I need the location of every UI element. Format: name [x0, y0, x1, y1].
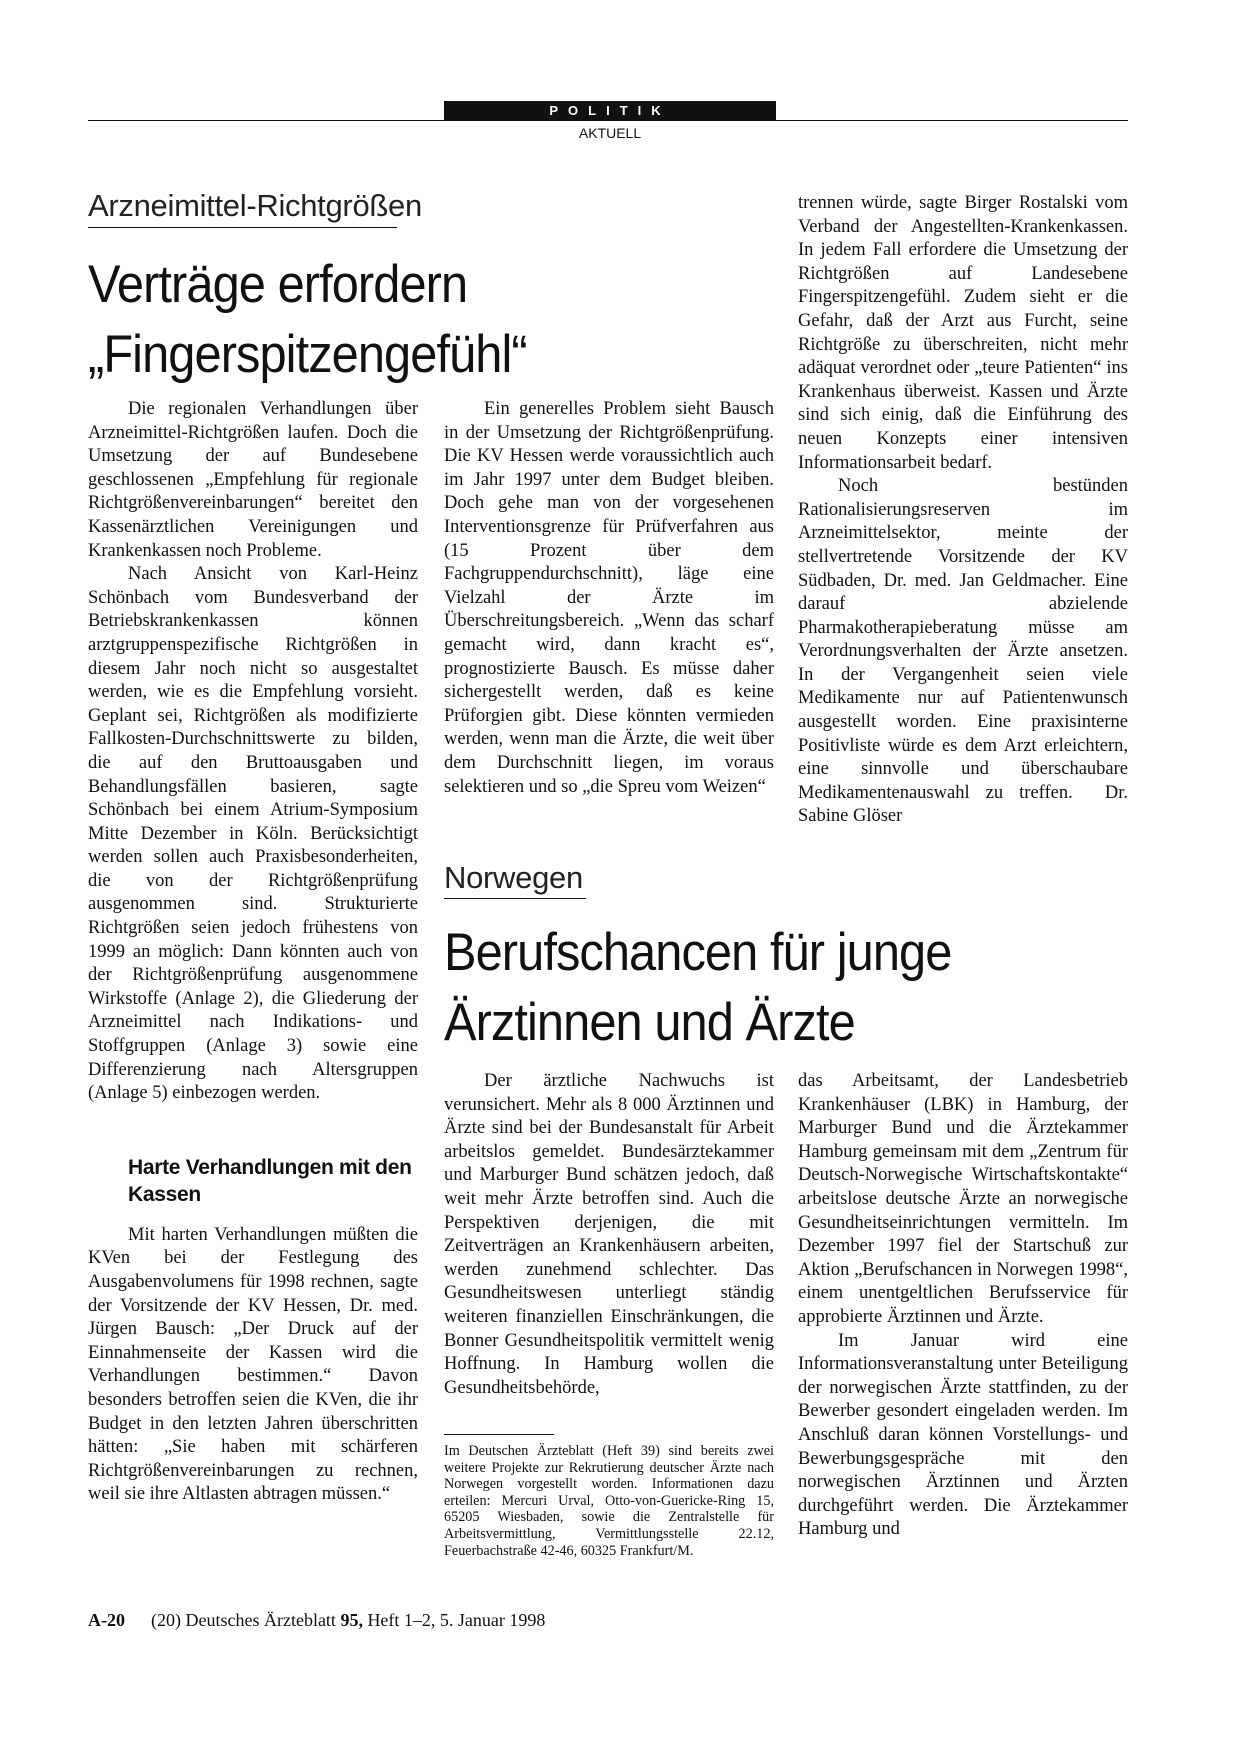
article2-col3-paragraph-1: das Arbeitsamt, der Landesbetrieb Krankenhäuser (LBK) in Hamburg, der Marburger Bund und die Ärztekammer Hamburg gemeinsam mit dem „Zentrum für Deutsch-Norwegische Wirtschaftskontakte“ arbeitslose deutsche Ärzte an norwegische Gesundheitseinrichtungen vermitteln. Im Dezember 1997 fiel der Startschuß zur Aktion „Berufschancen in Norwegen 1998“, einem unentgeltlichen Berufsservice für approbierte Ärztinnen und Ärzte. — [798, 1071, 1128, 1327]
article1-column-3 — [798, 192, 1128, 829]
article2-kicker-underline — [444, 898, 586, 899]
article2-headline-line1: Berufschancen für junge — [444, 923, 952, 982]
article1-subhead: Harte Verhandlungen mit den Kassen — [128, 1155, 412, 1206]
article1-col3-paragraph-2-text: Noch bestünden Rationalisierungsreserven im Arzneimittelsektor, meinte der stellvertretende Vorsitzende der KV Südbaden, Dr. med. Jan Geldmacher. Eine darauf abzielende Pharmakotherapieberatung müsse am Verordnungsverhalten der Ärzte ansetzen. In der Vergangenheit seien viele Medikamente nur auf Patientenwunsch ausgestellt worden. Eine praxisinterne Positivliste würde es dem Arzt erleichtern, eine sinnvolle und überschaubare Medikamentenauswahl zu treffen. — [798, 476, 1128, 803]
page-number: A-20 — [88, 1610, 125, 1630]
footer-volume: 95, — [340, 1610, 363, 1630]
footnote-rule — [444, 1434, 554, 1435]
article1-kicker-underline — [88, 227, 397, 228]
subsection-label: AKTUELL — [578, 125, 642, 141]
article1-col1-paragraph-1: Die regionalen Verhandlungen über Arzneimittel-Richtgrößen laufen. Doch die Umsetzung der auf Bundesebene geschlossenen „Empfehlung für regionale Richtgrößenvereinbarungen“ bereitet den Kassenärztlichen Vereinigungen und Krankenkassen noch Probleme. — [88, 399, 418, 561]
article1-author: Dr. Sabine Glöser — [798, 782, 1128, 827]
article1-headline-line2: „Fingerspitzengefühl“ — [88, 325, 527, 384]
article2-kicker: Norwegen — [444, 860, 583, 895]
article1-column-1 — [88, 398, 418, 1507]
article1-headline — [88, 250, 750, 390]
article1-kicker: Arzneimittel-Richtgrößen — [88, 188, 422, 223]
article1-headline-line1: Verträge erfordern — [88, 255, 468, 314]
article2-headline-line2: Ärztinnen und Ärzte — [444, 993, 855, 1052]
article1-col1-paragraph-2: Nach Ansicht von Karl-Heinz Schönbach vom Bundesverband der Betriebskrankenkassen können arztgruppenspezifische Richtgrößen in diesem Jahr noch nicht so ausgestaltet werden, wie es die Empfehlung vorsieht. Geplant sei, Richtgrößen als modifizierte Fallkosten-Durchschnittswerte zu bilden, die auf den Bruttoausgaben und Behandlungsfällen basieren, sagte Schönbach bei einem Atrium-Symposium Mitte Dezember in Köln. Berücksichtigt werden sollen auch Praxisbesonderheiten, die von der Richtgrößenprüfung ausgenommen sind. Strukturierte Richtgrößen seien jedoch frühestens von 1999 an möglich: Dann könnten auch von der Richtgrößenprüfung ausgenommene Wirkstoffe (Anlage 2), die Gliederung der Arzneimittel nach Indikations- und Stoffgruppen (Anlage 3) sowie eine Differenzierung nach Altersgruppen (Anlage 5) einbezogen werden. — [88, 564, 418, 1104]
article2-headline — [444, 918, 1106, 1058]
page-footer — [88, 1610, 545, 1631]
article2-col2-paragraph: Der ärztliche Nachwuchs ist verunsichert. Mehr als 8 000 Ärztinnen und Ärzte sind bei der Bundesanstalt für Arbeit arbeitslos gemeldet. Bundesärztekammer und Marburger Bund schätzen jedoch, daß weit mehr Ärzte betroffen sind. Auch die Perspektiven derjenigen, die mit Zeitverträgen an Krankenhäusern arbeiten, werden zunehmend schlechter. Das Gesundheitswesen unterliegt ständig weiteren finanziellen Einschränkungen, die Bonner Gesundheitspolitik vermittelt wenig Hoffnung. In Hamburg wollen die Gesundheitsbehörde, — [444, 1071, 774, 1398]
footer-citation-prefix: (20) Deutsches Ärzteblatt — [151, 1610, 341, 1630]
footer-citation-suffix: Heft 1–2, 5. Januar 1998 — [362, 1610, 546, 1630]
section-label: POLITIK — [444, 101, 776, 121]
article2-footnote: Im Deutschen Ärzteblatt (Heft 39) sind bereits zwei weitere Projekte zur Rekrutierung deutscher Ärzte nach Norwegen vorgestellt worden. Informationen dazu erteilen: Mercuri Urval, Otto-von-Guericke-Ring 15, 65205 Wiesbaden, sowie die Zentralstelle für Arbeitsvermittlung, Vermittlungsstelle 22.12, Feuerbachstraße 42-46, 60325 Frankfurt/M. — [444, 1443, 774, 1559]
article2-col3-paragraph-2: Im Januar wird eine Informationsveranstaltung unter Beteiligung der norwegischen Ärzte stattfinden, zu der Bewerber gesondert eingeladen werden. Im Anschluß daran können Vorstellungs- und Bewerbungsgespräche mit den norwegischen Ärztinnen und Ärzten durchgeführt werden. Die Ärztekammer Hamburg und — [798, 1330, 1128, 1540]
article1-column-2 — [444, 398, 774, 799]
article2-column-2 — [444, 1070, 774, 1400]
article1-col1-paragraph-3: Mit harten Verhandlungen müßten die KVen bei der Festlegung des Ausgabenvolumens für 1998 rechnen, sagte der Vorsitzende der KV Hessen, Dr. med. Jürgen Bausch: „Der Druck auf der Einnahmenseite der Kassen wird die Verhandlungen bestimmen.“ Davon besonders betroffen seien die KVen, die ihr Budget in den letzten Jahren überschritten hätten: „Sie haben mit schärferen Richtgrößenvereinbarungen zu rechnen, weil sie ihre Altlasten abtragen müssen.“ — [88, 1224, 418, 1505]
article1-col2-paragraph: Ein generelles Problem sieht Bausch in der Umsetzung der Richtgrößenprüfung. Die KV Hessen werde voraussichtlich auch im Jahr 1997 unter dem Budget bleiben. Doch gehe man von der vorgesehenen Interventionsgrenze für Prüfverfahren aus (15 Prozent über dem Fachgruppendurchschnitt), läge eine Vielzahl der Ärzte im Überschreitungsbereich. „Wenn das scharf gemacht wird, dann kracht es“, prognostizierte Bausch. Es müsse daher sichergestellt werden, daß es keine Prüforgien gibt. Diese könnten vermieden werden, wenn man die Ärzte, die weit über dem Durchschnitt liegen, im voraus selektieren und so „die Spreu vom Weizen“ — [444, 399, 774, 797]
article1-col3-paragraph-1: trennen würde, sagte Birger Rostalski vom Verband der Angestellten-Krankenkassen. In jedem Fall erfordere die Umsetzung der Richtgrößen auf Landesebene Fingerspitzengefühl. Zudem sieht er die Gefahr, daß der Arzt aus Furcht, seine Richtgröße zu überschreiten, nicht mehr adäquat verordnet oder „teure Patienten“ ins Krankenhaus überweist. Kassen und Ärzte sind sich einig, daß die Einführung des neuen Konzepts einer intensiven Informationsarbeit bedarf. — [798, 193, 1128, 473]
article1-col3-paragraph-2 — [798, 475, 1128, 829]
article2-column-3 — [798, 1070, 1128, 1542]
